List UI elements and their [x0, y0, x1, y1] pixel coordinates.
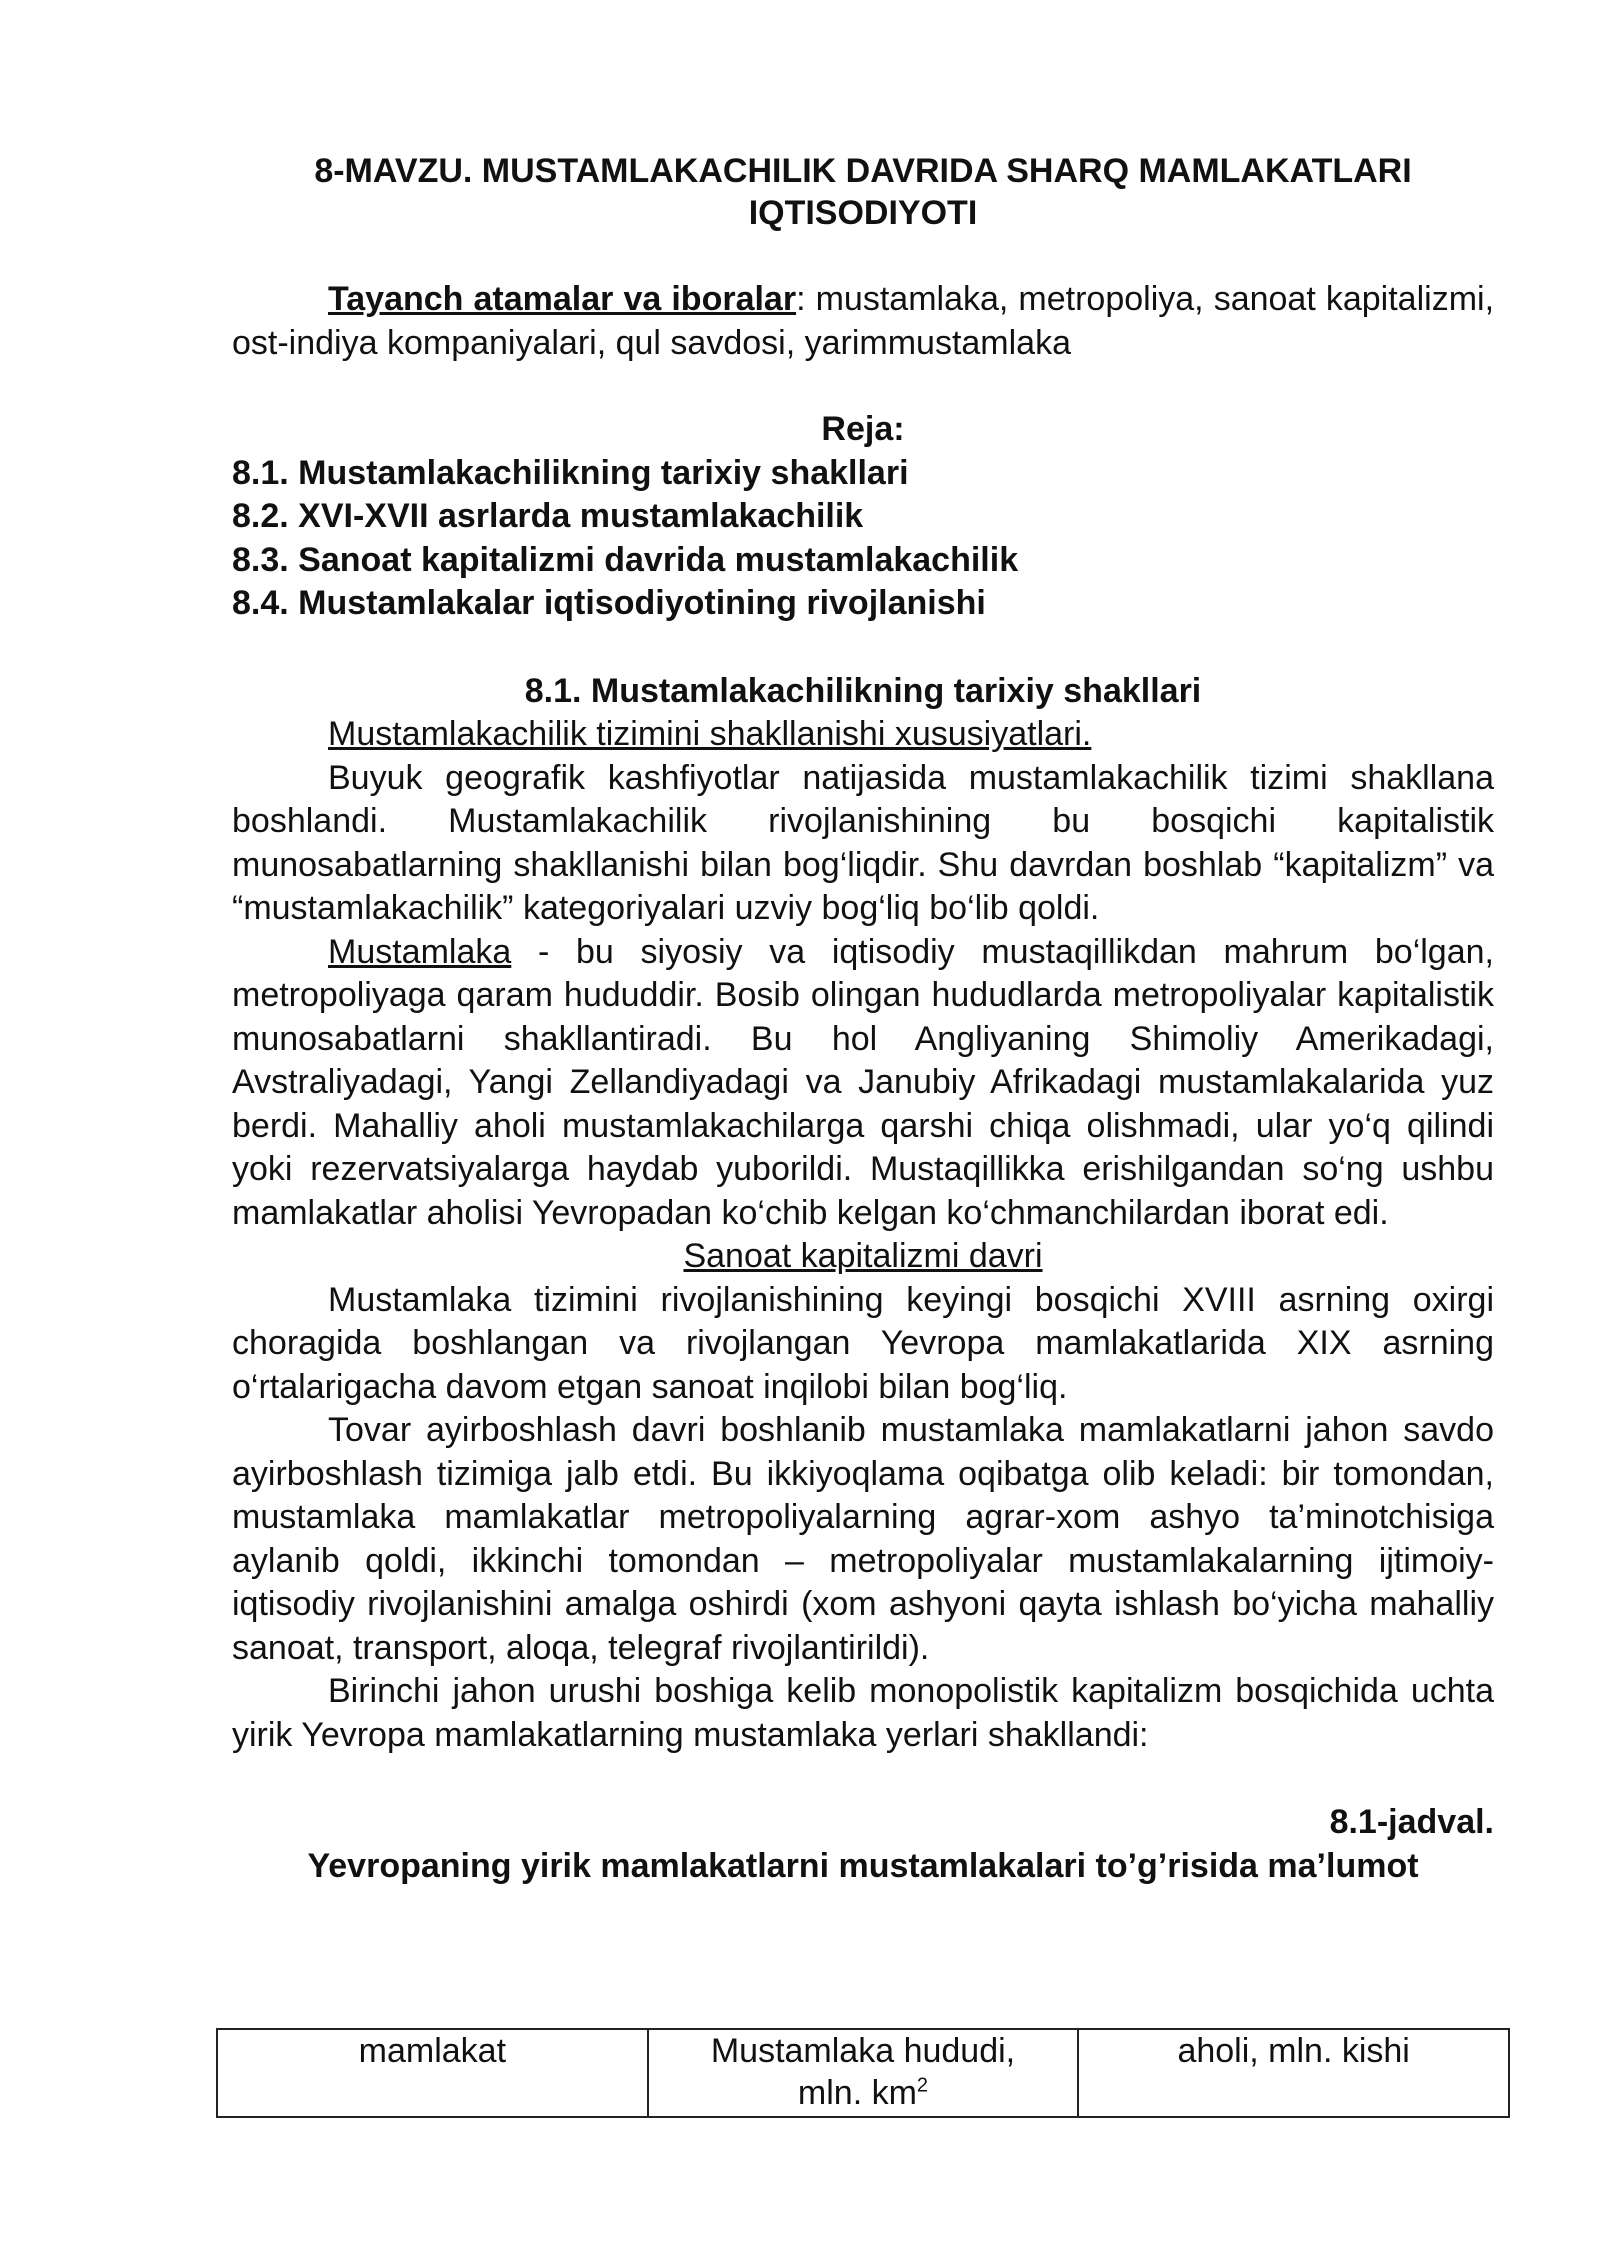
- plan-item: 8.1. Mustamlakachilikning tarixiy shakllari: [232, 453, 909, 492]
- header-area: Mustamlaka hududi, mln. $km^2$: [648, 2029, 1079, 2117]
- header-population: aholi, mln. kishi: [1078, 2029, 1509, 2117]
- title-line-2: IQTISODIYOTI: [748, 194, 978, 232]
- plan-item: 8.4. Mustamlakalar iqtisodiyotining rivojlanishi: [232, 584, 986, 622]
- body-paragraph: Mustamlaka - bu siyosiy va iqtisodiy mustaqillikdan mahrum bo‘lgan, metropoliyaga qaram hududdir. Bosib olingan hududlarda metropoliyalar kapitalistik munosabatlarni shakllantiradi. Bu hol Angliyaning Shimoliy Amerikadagi, Avstraliyadagi, Yangi Zellandiyadagi va Janubiy Afrikadagi mustamlakalarida yuz berdi. Mahalliy aholi mustamlakachilarga qarshi chiqa olishmadi, ular yo‘q qilindi yoki rezervatsiyalarga haydab yuborildi. Mustaqillikka erishilgandan so‘ng ushbu mamlakatlar aholisi Yevropadan ko‘chib kelgan ko‘chmanchilardan iborat edi.: [232, 932, 1494, 1232]
- table-number: 8.1-jadval.: [1329, 1803, 1494, 1841]
- plan-heading: Reja:: [821, 410, 905, 448]
- page-title: [232, 150, 1494, 234]
- subheading-sanoat: Sanoat kapitalizmi davri: [683, 1237, 1043, 1275]
- table-header-row: [217, 2029, 1509, 2117]
- body-paragraph: Mustamlaka tizimini rivojlanishining keyingi bosqichi XVIII asrning oxirgi choragida boshlangan va rivojlangan Yevropa mamlakatlarida XIX asrning o‘rtalarigacha davom etgan sanoat inqilobi bilan bog‘liq.: [232, 1280, 1494, 1406]
- document-page: [232, 150, 1494, 1888]
- keywords-paragraph: [232, 278, 1494, 365]
- table-caption: Yevropaning yirik mamlakatlarni mustamlakalari to’g’risida ma’lumot: [307, 1846, 1419, 1885]
- keywords-label: Tayanch atamalar va iboralar: [328, 280, 797, 318]
- body-paragraph: Buyuk geografik kashfiyotlar natijasida mustamlakachilik tizimi shakllana boshlandi. Mustamlakachilik rivojlanishining bu bosqichi kapitalistik munosabatlarning shakllanishi bilan bog‘liqdir. Shu davrdan boshlab “kapitalizm” va “mustamlakachilik” kategoriyalari uzviy bog‘liq bo‘lib qoldi.: [232, 758, 1494, 927]
- plan-item: 8.2. XVI-XVII asrlarda mustamlakachilik: [232, 497, 864, 535]
- title-line-1: 8-MAVZU. MUSTAMLAKACHILIK DAVRIDA SHARQ MAMLAKATLARI: [314, 152, 1412, 190]
- keywords-text: : mustamlaka, metropoliya, sanoat kapitalizmi, ost-indiya kompaniyalari, qul savdosi, yarimmustamlaka: [232, 280, 1495, 362]
- body-paragraph: Birinchi jahon urushi boshiga kelib monopolistik kapitalizm bosqichida uchta yirik Yevropa mamlakatlarning mustamlaka yerlari shakllandi:: [232, 1672, 1494, 1754]
- colonies-table: [216, 2028, 1510, 2118]
- body-paragraph: Tovar ayirboshlash davri boshlanib mustamlaka mamlakatlarni jahon savdo ayirboshlash tizimiga jalb etdi. Bu ikkiyoqlama oqibatga olib keladi: bir tomondan, mustamlaka mamlakatlar metropoliyalarning agrar-xom ashyo ta’minotchisiga aylanib qoldi, ikkinchi tomondan – metropoliyalar mustamlakalarning ijtimoiy-iqtisodiy rivojlanishini amalga oshirdi (xom ashyoni qayta ishlash bo‘yicha mahalliy sanoat, transport, aloqa, telegraf rivojlantirildi).: [232, 1411, 1494, 1667]
- header-country: mamlakat: [217, 2029, 648, 2117]
- section-heading: 8.1. Mustamlakachilikning tarixiy shakllari: [524, 671, 1202, 710]
- term-mustamlaka: Mustamlaka: [328, 932, 512, 971]
- plan-item: 8.3. Sanoat kapitalizmi davrida mustamlakachilik: [232, 540, 1019, 579]
- section-subheading: Mustamlakachilik tizimini shakllanishi xususiyatlari.: [328, 715, 1092, 753]
